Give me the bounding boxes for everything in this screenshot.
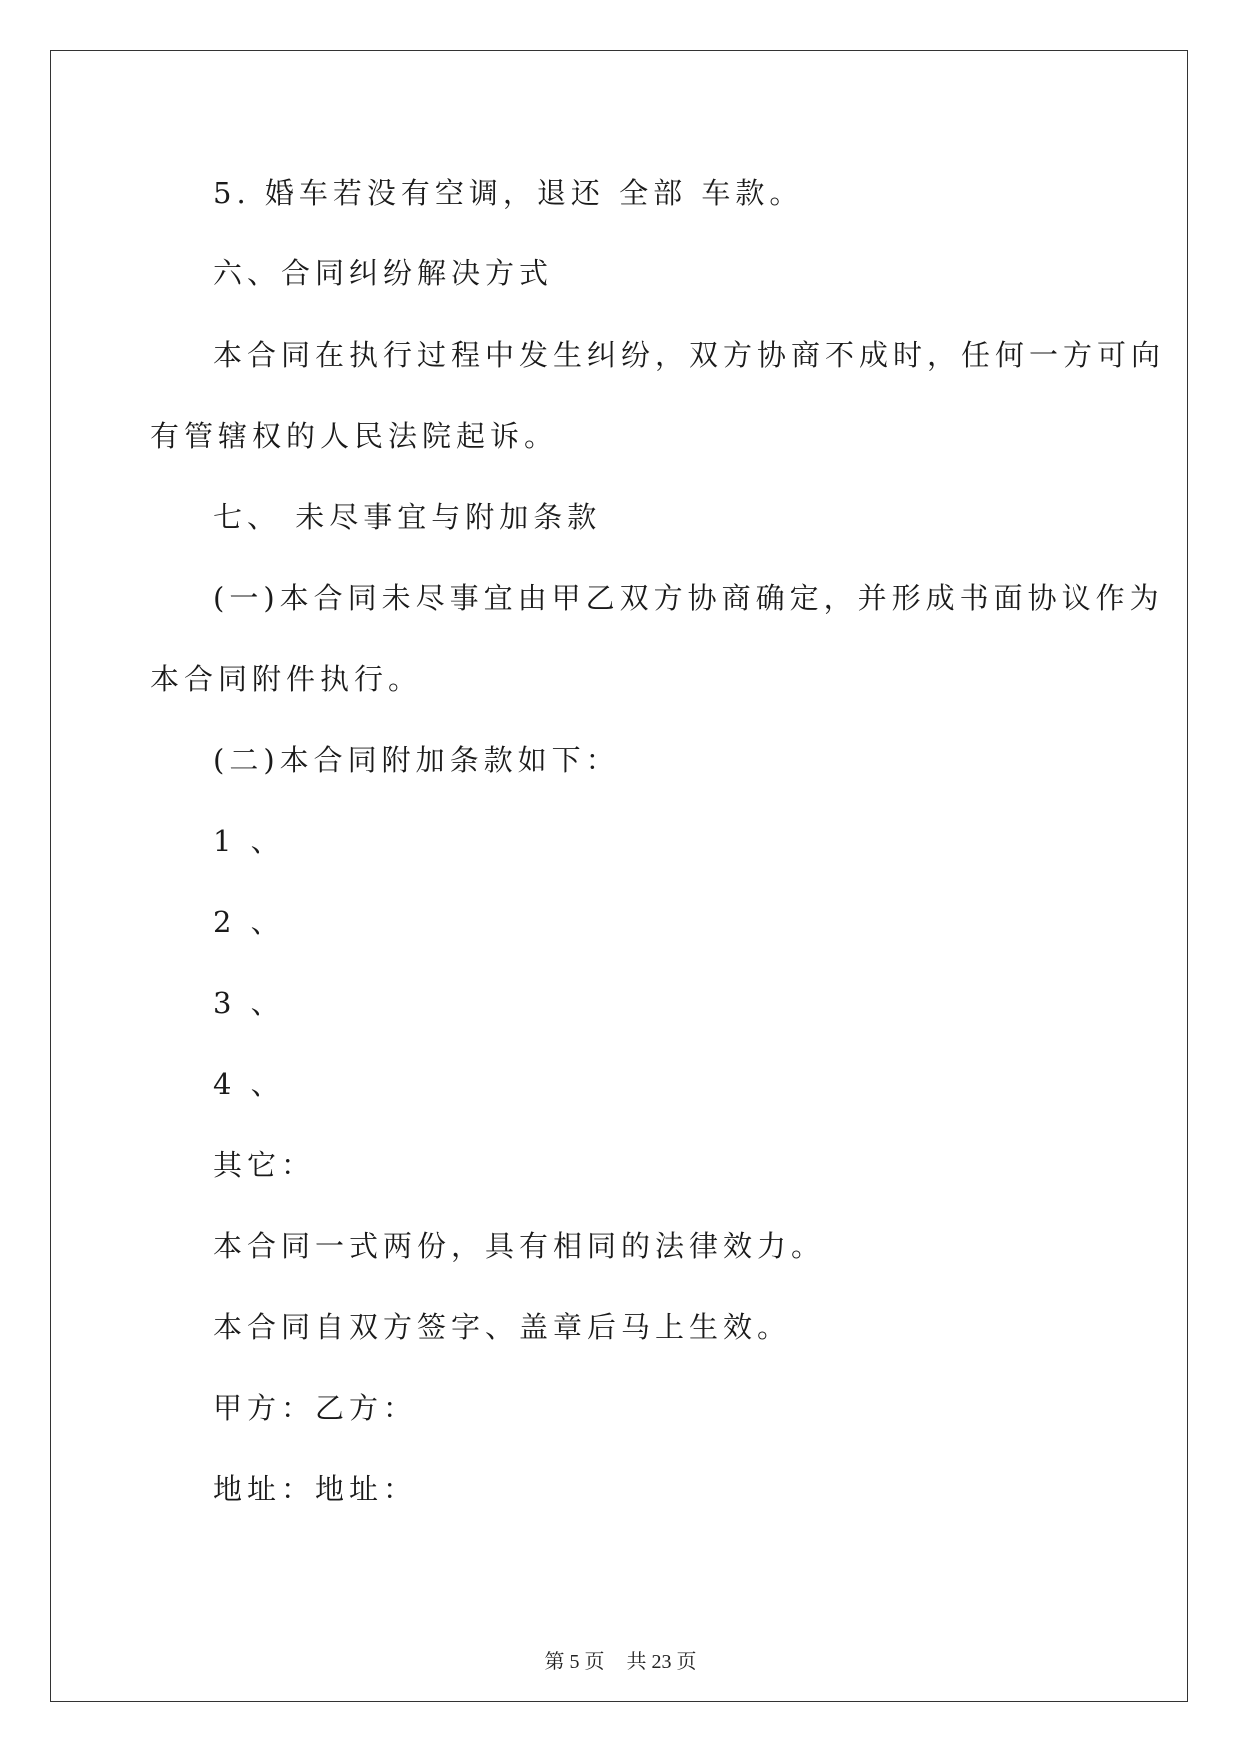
- list-item-3: 3 、: [213, 986, 285, 1020]
- section-6-heading: 六、合同纠纷解决方式: [213, 256, 554, 290]
- list-item-4: 4 、: [213, 1067, 285, 1101]
- list-item-1: 1 、: [213, 824, 285, 858]
- clause-5-text: 5. 婚车若没有空调，退还 全部 车款。: [213, 176, 804, 210]
- address-labels: 地址：地址：: [213, 1472, 418, 1506]
- section-6-paragraph-line-1: 本合同在执行过程中发生纠纷，双方协商不成时，任何一方可向: [213, 338, 1166, 372]
- page-footer: [0, 1650, 1241, 1674]
- page-number: 第 5 页: [544, 1651, 605, 1673]
- page-total: 共 23 页: [626, 1651, 697, 1673]
- clause-7-2-heading: (二)本合同附加条款如下：: [213, 743, 620, 777]
- section-7-heading: 七、 未尽事宜与附加条款: [213, 500, 602, 534]
- party-labels: 甲方：乙方：: [213, 1391, 418, 1425]
- copies-statement: 本合同一式两份，具有相同的法律效力。: [213, 1229, 826, 1263]
- other-heading: 其它：: [213, 1148, 316, 1182]
- page-border: [50, 50, 1188, 1702]
- clause-7-1-line-2: 本合同附件执行。: [150, 662, 423, 696]
- clause-7-1-line-1: (一)本合同未尽事宜由甲乙双方协商确定，并形成书面协议作为: [213, 581, 1164, 615]
- effective-statement: 本合同自双方签字、盖章后马上生效。: [213, 1310, 792, 1344]
- list-item-2: 2 、: [213, 905, 285, 939]
- section-6-paragraph-line-2: 有管辖权的人民法院起诉。: [150, 419, 559, 453]
